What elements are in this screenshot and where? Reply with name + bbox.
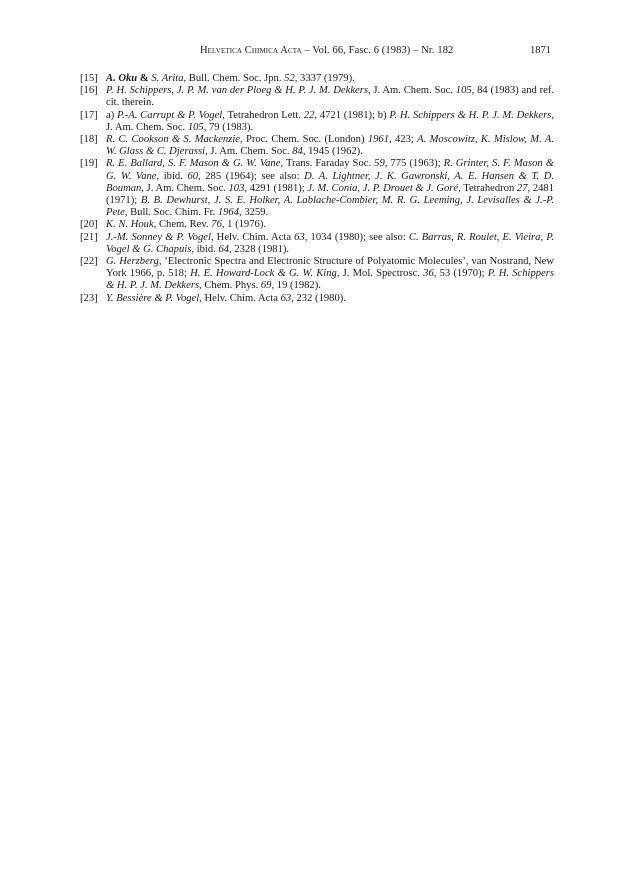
reference-text: R. E. Ballard, S. F. Mason & G. W. Vane, — [106, 158, 284, 170]
reference-text: J. Am. Chem. Soc. — [106, 121, 188, 133]
reference-text: ibid. — [194, 243, 219, 255]
reference-text: 3337 (1979). — [297, 73, 355, 84]
reference-text: J. M. Conia, J. P. Drouet & J. Goré, — [307, 182, 461, 194]
reference-text: Helv. Chim. Acta — [201, 292, 281, 304]
reference-text: Tetrahedron — [460, 182, 517, 194]
reference-text: G. Herzberg, — [106, 256, 162, 268]
reference-item — [80, 256, 554, 293]
reference-text: 69, — [260, 280, 275, 292]
issue-citation: – Vol. 66, Fasc. 6 (1983) – Nr. 182 — [301, 45, 454, 56]
reference-text: 19 (1982). — [274, 280, 321, 292]
reference-item — [80, 219, 554, 231]
reference-number: [19] — [80, 158, 98, 170]
reference-text: Trans. Faraday Soc. — [283, 158, 375, 170]
running-header — [0, 45, 624, 61]
reference-text: Y. Bessière & P. Vogel, — [106, 292, 202, 304]
reference-text: Bull. Soc. Chim. Fr. — [127, 207, 218, 219]
reference-text: K. N. Houk, — [106, 219, 157, 231]
reference-item — [80, 134, 554, 158]
reference-text: 3259. — [241, 207, 269, 219]
reference-number: [20] — [80, 219, 98, 231]
reference-number: [21] — [80, 231, 98, 243]
reference-text: 1964, — [217, 207, 242, 219]
reference-text: C. Barras, R. Roulet, E. Vieira, P. Vogel & G. Chapuis, — [106, 231, 554, 255]
reference-text: 52, — [284, 73, 298, 84]
reference-text: 4721 (1981); b) — [317, 109, 390, 121]
reference-text: R. Grinter, S. F. Mason & G. W. Vane, — [106, 158, 554, 182]
reference-text: Proc. Chem. Soc. (London) — [242, 134, 368, 146]
reference-text: 22, — [303, 109, 318, 121]
reference-item — [80, 85, 554, 109]
reference-text: & — [137, 73, 152, 84]
reference-text: 423; — [391, 134, 418, 146]
reference-text: 1961, — [367, 134, 392, 146]
reference-item — [80, 110, 554, 134]
reference-number: [22] — [80, 256, 98, 268]
reference-text: 232 (1980). — [293, 292, 346, 304]
reference-text: P. H. Schippers & H. P. J. M. Dekkers, — [106, 268, 555, 292]
reference-text: a) — [106, 109, 118, 121]
reference-text: 36, — [423, 268, 437, 280]
reference-text: 84, — [292, 146, 306, 158]
reference-text: P.-A. Carrupt & P. Vogel, — [117, 109, 225, 121]
reference-text: 76, — [211, 219, 225, 231]
reference-text: 63, — [280, 292, 294, 304]
reference-text: J. Am. Chem. Soc. — [207, 146, 293, 158]
reference-text: Tetrahedron Lett. — [224, 109, 304, 121]
reference-text: J.-M. Sonney & P. Vogel, — [106, 231, 214, 243]
reference-text: P. H. Schippers & H. P. J. M. Dekkers, — [389, 109, 554, 121]
reference-item — [80, 293, 554, 305]
journal-name: Helvetica Chimica Acta — [200, 45, 302, 56]
reference-text: J. Mol. Spectrosc. — [339, 268, 424, 280]
reference-number: [18] — [80, 134, 98, 146]
reference-text: A. Oku — [106, 73, 138, 84]
reference-number: [16] — [80, 85, 98, 97]
reference-text: 2328 (1981). — [231, 243, 290, 255]
reference-text: 63, — [294, 231, 308, 243]
reference-text: ‘Electronic Spectra and Electronic Structure of Polyatomic Molecules’, van Nostrand, New York 1966, p. 518; — [106, 256, 554, 280]
reference-text: Bull. Chem. Soc. Jpn. — [186, 73, 285, 84]
reference-text: B. B. Dewhurst, J. S. E. Holker, A. Lablache-Combier, M. R. G. Leeming, J. Levisalles & J.-P. Pete, — [106, 195, 554, 219]
reference-text: R. C. Cookson & S. Mackenzie, — [106, 134, 243, 146]
reference-text: 27, — [516, 182, 531, 194]
reference-number: [17] — [80, 109, 98, 121]
reference-list — [80, 73, 554, 305]
reference-text: A. Moscowitz, K. Mislow, M. A. W. Glass & C. Djerassi, — [106, 134, 554, 158]
reference-text: 59, — [374, 158, 388, 170]
reference-item — [80, 73, 554, 85]
reference-text: Helv. Chim. Acta — [213, 231, 295, 243]
reference-text: H. E. Howard-Lock & G. W. King, — [190, 268, 340, 280]
reference-text: 1034 (1980); see also: — [307, 231, 409, 243]
reference-text: Chem. Phys. — [201, 280, 261, 292]
page-number: 1871 — [530, 45, 551, 56]
reference-text: 105, — [455, 85, 475, 97]
reference-item — [80, 158, 554, 219]
reference-text: 4291 (1981); — [247, 182, 308, 194]
reference-text: Chem. Rev. — [156, 219, 212, 231]
reference-text: 64, — [218, 243, 232, 255]
reference-text: 53 (1970); — [436, 268, 488, 280]
reference-text: 105, — [187, 121, 207, 133]
reference-text: J. Am. Chem. Soc. — [143, 182, 229, 194]
reference-text: 1945 (1962). — [305, 146, 363, 158]
reference-number: [23] — [80, 292, 98, 304]
reference-text: P. H. Schippers, J. P. M. van der Ploeg & H. P. J. M. Dekkers, — [106, 85, 371, 97]
reference-text: S. Arita, — [151, 73, 187, 84]
reference-text: D. A. Lightner, J. K. Gawronski, A. E. Hansen & T. D. Bouman, — [106, 170, 554, 194]
reference-text: 1 (1976). — [224, 219, 267, 231]
reference-item — [80, 232, 554, 256]
reference-text: 84 (1983) and ref. cit. therein. — [106, 85, 554, 109]
reference-text: 775 (1963); — [387, 158, 444, 170]
reference-text: 103, — [228, 182, 248, 194]
running-title — [200, 45, 453, 56]
reference-text: ibid. — [159, 170, 188, 182]
reference-text: 285 (1964); see also: — [200, 170, 305, 182]
reference-text: 2481 (1971); — [106, 182, 555, 207]
reference-text: 60, — [187, 170, 201, 182]
reference-text: 79 (1983). — [206, 121, 254, 133]
reference-text: J. Am. Chem. Soc. — [370, 85, 456, 97]
reference-number: [15] — [80, 73, 98, 84]
